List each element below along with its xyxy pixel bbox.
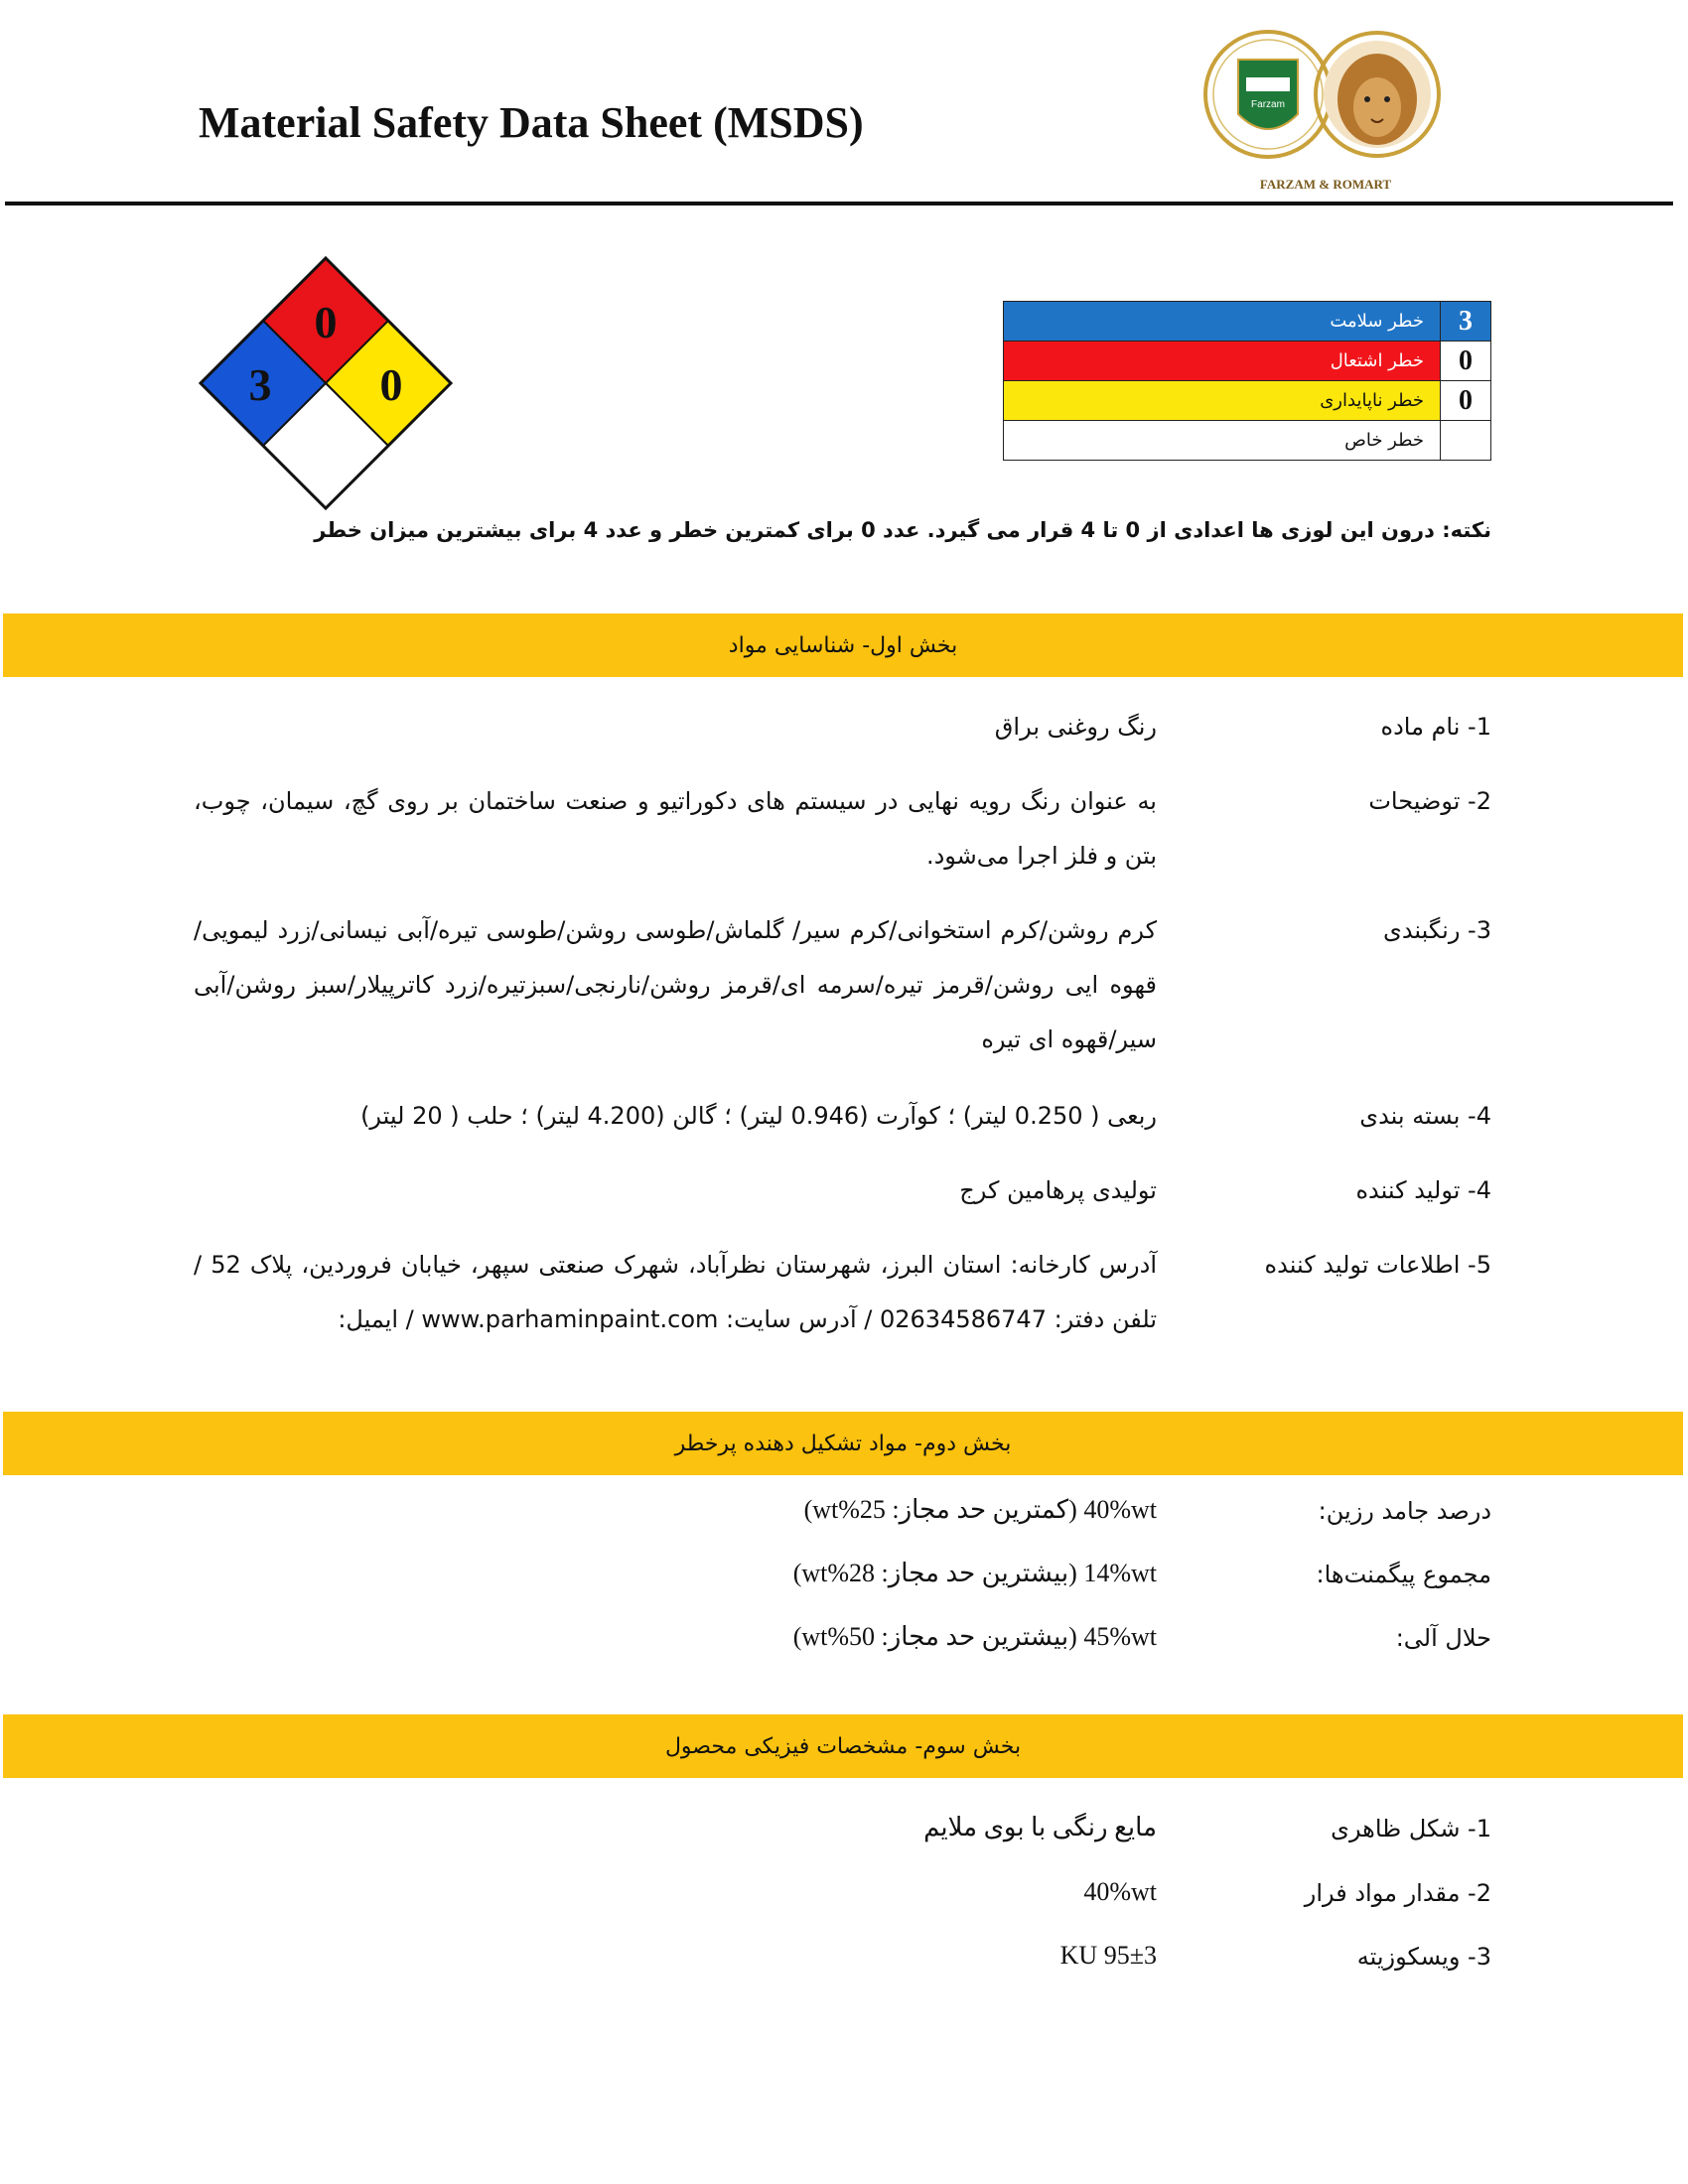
field-value: کرم روشن/کرم استخوانی/کرم سیر/ گلماش/طوسی روشن/طوسی تیره/آبی نیسانی/زرد لیمویی/ قهوه ایی روشن/قرمز تیره/سرمه ای/قرمز روشن/نارنجی/سبزتیره/زرد کاترپیلار/سبز روشن/آبی سیر/قهوه ای تیره: [194, 916, 1157, 1053]
field-label: 1- نام ماده: [1380, 713, 1491, 741]
header-divider: [5, 202, 1673, 205]
section2-heading: بخش دوم- مواد تشکیل دهنده پرخطر: [3, 1412, 1683, 1475]
field-value: مایع رنگی با بوی ملایم: [923, 1813, 1157, 1842]
hazard-row-instability: [1004, 381, 1491, 421]
logo-caption: FARZAM & ROMART: [1259, 177, 1392, 192]
field-value: 14%wt (بیشترین حد مجاز: 28%wt): [792, 1559, 1157, 1587]
field-value: 45%wt (بیشترین حد مجاز: 50%wt): [792, 1622, 1157, 1651]
field-value: ربعی ( 0.250 لیتر) ؛ کوآرت (0.946 لیتر) ؛ گالن (4.200 لیتر) ؛ حلب ( 20 لیتر): [360, 1102, 1157, 1130]
hazard-value: [1441, 421, 1491, 461]
logo-emblem-text: Farzam: [1251, 99, 1285, 110]
nfpa-instability-value: 0: [379, 359, 403, 410]
field-label: درصد جامد رزین:: [1318, 1497, 1491, 1525]
field-value: تولیدی پرهامین کرج: [959, 1176, 1157, 1204]
company-logo: [1196, 20, 1455, 199]
diamond-note: نکته: درون این لوزی ها اعدادی از 0 تا 4 قرار می گیرد. عدد 0 برای کمترین خطر و عدد 4 برای بیشترین میزان خطر: [314, 518, 1491, 542]
field-label: 1- شکل ظاهری: [1331, 1815, 1491, 1843]
field-label: 2- توضیحات: [1368, 787, 1491, 815]
field-label: 2- مقدار مواد فرار: [1304, 1879, 1491, 1907]
nfpa-diamond: [199, 256, 453, 510]
field-label: 5- اطلاعات تولید کننده: [1264, 1251, 1491, 1279]
nfpa-flammability-value: 0: [314, 297, 338, 347]
hazard-row-flammability: [1004, 341, 1491, 381]
field-label: 4- تولید کننده: [1355, 1176, 1491, 1204]
field-value: آدرس کارخانه: استان البرز، شهرستان نظرآباد، شهرک صنعتی سپهر، خیابان فروردین، پلاک 52 / تلفن دفتر: 02634586747 / آدرس سایت: www.parhaminpaint.com / ایمیل:: [194, 1251, 1158, 1333]
hazard-label: خطر سلامت: [1004, 302, 1441, 341]
hazard-label: خطر خاص: [1004, 421, 1441, 461]
hazard-row-health: [1004, 302, 1491, 341]
field-value: 40%wt: [1083, 1877, 1157, 1906]
field-label: 3- رنگبندی: [1383, 916, 1491, 944]
field-label: مجموع پیگمنت‌ها:: [1316, 1561, 1491, 1588]
nfpa-health-value: 3: [248, 359, 272, 410]
field-value: 95±3 KU: [1059, 1941, 1157, 1970]
hazard-label: خطر ناپایداری: [1004, 381, 1441, 421]
hazard-row-special: [1004, 421, 1491, 461]
field-label: 4- بسته بندی: [1359, 1102, 1491, 1130]
hazard-value: 0: [1441, 381, 1491, 421]
section3-heading: بخش سوم- مشخصات فیزیکی محصول: [3, 1714, 1683, 1778]
document-title: Material Safety Data Sheet (MSDS): [199, 98, 864, 147]
field-value: به عنوان رنگ رویه نهایی در سیستم های دکوراتیو و صنعت ساختمان بر روی گچ، سیمان، چوب، بتن و فلز اجرا می‌شود.: [194, 787, 1157, 870]
hazard-value: 0: [1441, 341, 1491, 381]
field-value: 40%wt (کمترین حد مجاز: 25%wt): [803, 1495, 1157, 1524]
hazard-table: [1003, 301, 1491, 461]
field-label: حلال آلی:: [1395, 1624, 1491, 1652]
field-label: 3- ویسکوزیته: [1356, 1943, 1491, 1971]
hazard-label: خطر اشتعال: [1004, 341, 1441, 381]
hazard-value: 3: [1441, 302, 1491, 341]
field-value: رنگ روغنی براق: [994, 713, 1157, 741]
section1-heading: بخش اول- شناسایی مواد: [3, 614, 1683, 677]
